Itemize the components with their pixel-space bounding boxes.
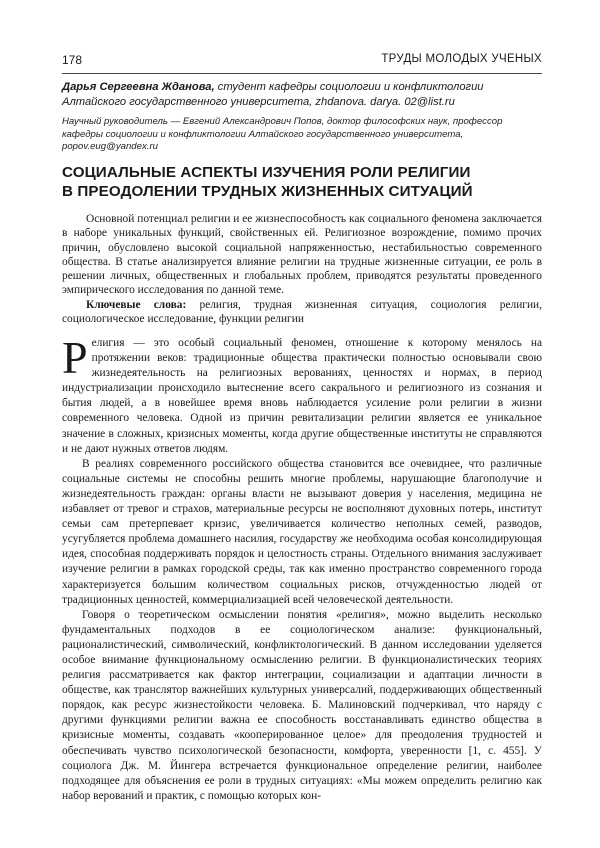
- drop-cap: Р: [62, 332, 88, 383]
- author-block: [62, 80, 542, 109]
- author-name: Дарья Сергеевна Жданова,: [62, 81, 215, 93]
- keywords-list: религия, трудная жизненная ситуация, социология религии, социологическое исследование, функции религии: [62, 298, 542, 326]
- body-paragraph-2: В реалиях современного российского общества становится все очевиднее, что различные социальные системы не способны решить многие проблемы, нарушающие благополучие и жизнедеятельность граждан: органы власти не вызывают доверия у населения, медицина не избавляет от тревог и страхов, материальные ресурсы не восполняют духовных потерь, институт семьи сам претерпевает кризис, увеличивается количество неполных семей, разводов, усугубляется проблема домашнего насилия, государству же необходима особая консолидирующая идея, способная поддерживать порядок и целостность страны. Отдельного внимания заслуживает изучение религии в рамках городской среды, так как именно пространство современного города характеризуется большим количеством социальных рисков, отчужденностью людей от традиционных ценностей, коммерциализацией всей человеческой деятельности.: [62, 457, 542, 606]
- header-divider: [62, 73, 542, 74]
- page-header: [62, 50, 542, 72]
- body-paragraph-3: Говоря о теоретическом осмыслении понятия «религия», можно выделить несколько фундаментальных подходов в ее социологическом анализе: функциональный, рационалистический, символический, конфликтологический. В данном исследовании уделяется особое внимание функциональному осмыслению религии. В функционалистических теориях религия рассматривается как фактор интеграции, социализации и адаптации личности в обществе, как транслятор важнейших культурных универсалий, поддерживающих общественный порядок, как ресурс жизнестойкости человека. Б. Малиновский подчеркивал, что наряду с другими функциями религии важна ее способность восстанавливать единство общества в кризисные моменты, создавать «кооперированное целое» для преодоления трудностей и обеспечивать чувство психологической безопасности, комфорта, уверенности [1, с. 455]. У социолога Дж. М. Йингера встречается функциональное определение религии, наиболее подходящее для объяснения ее роли в трудных ситуациях: «Мы можем определить религию как набор верований и практик, с помощью которых кон-: [62, 608, 542, 802]
- article-body: [62, 332, 542, 804]
- author-email: zhdanova. darya. 02@list.ru: [315, 95, 455, 108]
- abstract: [62, 212, 542, 326]
- page-number: 178: [62, 53, 83, 67]
- running-title: ТРУДЫ МОЛОДЫХ УЧЕНЫХ: [381, 53, 542, 65]
- supervisor-info: Научный руководитель — Евгений Александрович Попов, доктор философских наук, профессор кафедры социологии и конфликтологии Алтайского государственного университета, popov.eug@yandex.ru: [62, 116, 503, 152]
- body-paragraph-1: [62, 332, 542, 457]
- keywords-label: Ключевые слова:: [86, 298, 187, 311]
- article-title-line-1: СОЦИАЛЬНЫЕ АСПЕКТЫ ИЗУЧЕНИЯ РОЛИ РЕЛИГИИ: [62, 164, 471, 181]
- keywords: [62, 298, 542, 327]
- abstract-text: Основной потенциал религии и ее жизнеспособность как социального феномена заключается в наборе уникальных функций, свойственных ей. Религиозное возрождение, помимо прочих причин, обусловлено высокой социальной напряженностью, нестабильностью современного общества. В статье анализируется влияние религии на трудные жизненные ситуации, ее роль в решении личных, общественных и глобальных проблем, приводятся результаты проведенного эмпирического исследования по данной теме.: [62, 213, 542, 297]
- article-title-line-2: В ПРЕОДОЛЕНИИ ТРУДНЫХ ЖИЗНЕННЫХ СИТУАЦИЙ: [62, 183, 473, 200]
- body-paragraph-1-text: елигия — это особый социальный феномен, отношение к которому менялось на протяжении веков: традиционные общества практически полностью основывали свою жизнедеятельность на религиозных верованиях, ценностях и нормах, в период индустриализации происходило вытеснение всего сакрального и религиозного из сознания и бытия людей, а в новейшее время вновь наблюдается усиление роли религии в жизни современного человека. Одной из причин ревитализации религии является ее уникальное значение в сложных, кризисных моменты, когда другие общественные институты не справляются и не дают нужных ответов людям.: [62, 337, 542, 455]
- author-affiliation: студент кафедры социологии и конфликтологии Алтайского государственного университета,: [62, 81, 484, 108]
- article-title: [62, 163, 542, 201]
